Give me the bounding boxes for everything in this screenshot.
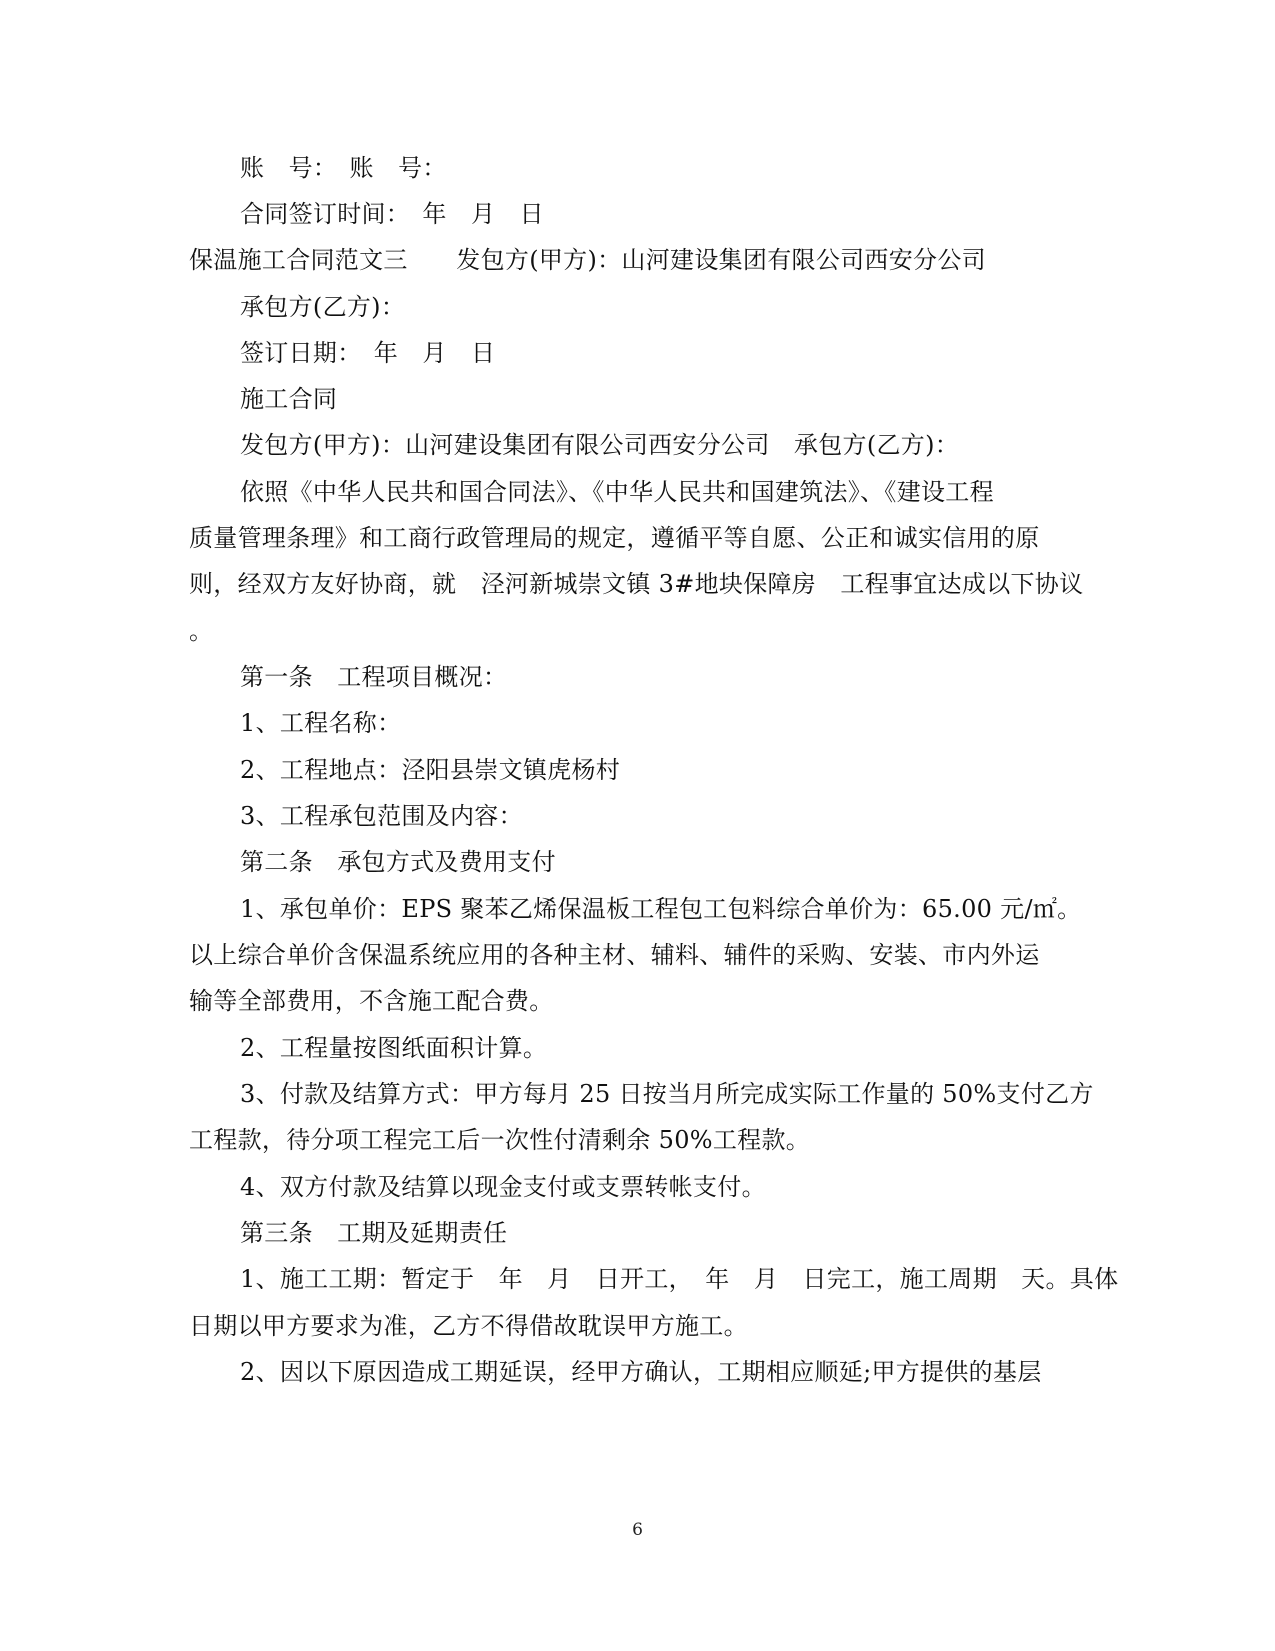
parties-line: 发包方(甲方)：山河建设集团有限公司西安分公司 承包方(乙方)：	[240, 431, 960, 459]
article-3-heading: 第三条 工期及延期责任	[240, 1219, 508, 1247]
project-scope-line: 3、工程承包范围及内容：	[240, 802, 523, 830]
payment-method-line: 4、双方付款及结算以现金支付或支票转帐支付。	[240, 1173, 766, 1201]
quantity-calc-line: 2、工程量按图纸面积计算。	[240, 1034, 548, 1062]
payment-line-1: 3、付款及结算方式：甲方每月 25 日按当月所完成实际工作量的 50%支付乙方	[240, 1080, 1094, 1108]
schedule-line-2: 日期以甲方要求为准，乙方不得借故耽误甲方施工。	[189, 1312, 748, 1340]
delay-causes-line: 2、因以下原因造成工期延误，经甲方确认，工期相应顺延;甲方提供的基层	[240, 1358, 1042, 1386]
account-line: 账 号： 账 号：	[240, 154, 447, 182]
unit-price-line-3: 输等全部费用，不含施工配合费。	[189, 987, 554, 1015]
article-1-heading: 第一条 工程项目概况：	[240, 663, 508, 691]
construction-contract-title: 施工合同	[240, 385, 338, 413]
signing-date-line: 签订日期： 年 月 日	[240, 339, 496, 367]
unit-price-line-2: 以上综合单价含保温系统应用的各种主材、辅料、辅件的采购、安装、市内外运	[189, 941, 1040, 969]
contract-heading-party-a: 保温施工合同范文三 发包方(甲方)：山河建设集团有限公司西安分公司	[189, 246, 986, 274]
project-name-line: 1、工程名称：	[240, 709, 402, 737]
preamble-line-4: 。	[189, 617, 214, 645]
schedule-line-1: 1、施工工期：暂定于 年 月 日开工， 年 月 日完工，施工周期 天。具体	[240, 1265, 1119, 1293]
contract-signing-time: 合同签订时间： 年 月 日	[240, 200, 544, 228]
article-2-heading: 第二条 承包方式及费用支付	[240, 848, 556, 876]
project-location-line: 2、工程地点：泾阳县崇文镇虎杨村	[240, 756, 621, 784]
unit-price-line-1: 1、承包单价：EPS 聚苯乙烯保温板工程包工包料综合单价为：65.00 元/㎡。	[240, 895, 1082, 923]
preamble-line-2: 质量管理条理》和工商行政管理局的规定，遵循平等自愿、公正和诚实信用的原	[189, 524, 1040, 552]
preamble-line-3: 则，经双方友好协商，就 泾河新城崇文镇 3#地块保障房 工程事宜达成以下协议	[189, 570, 1084, 598]
party-b-line: 承包方(乙方)：	[240, 293, 406, 321]
page-number: 6	[632, 1520, 643, 1540]
payment-line-2: 工程款，待分项工程完工后一次性付清剩余 50%工程款。	[189, 1126, 811, 1154]
preamble-line-1: 依照《中华人民共和国合同法》、《中华人民共和国建筑法》、《建设工程	[240, 478, 994, 506]
